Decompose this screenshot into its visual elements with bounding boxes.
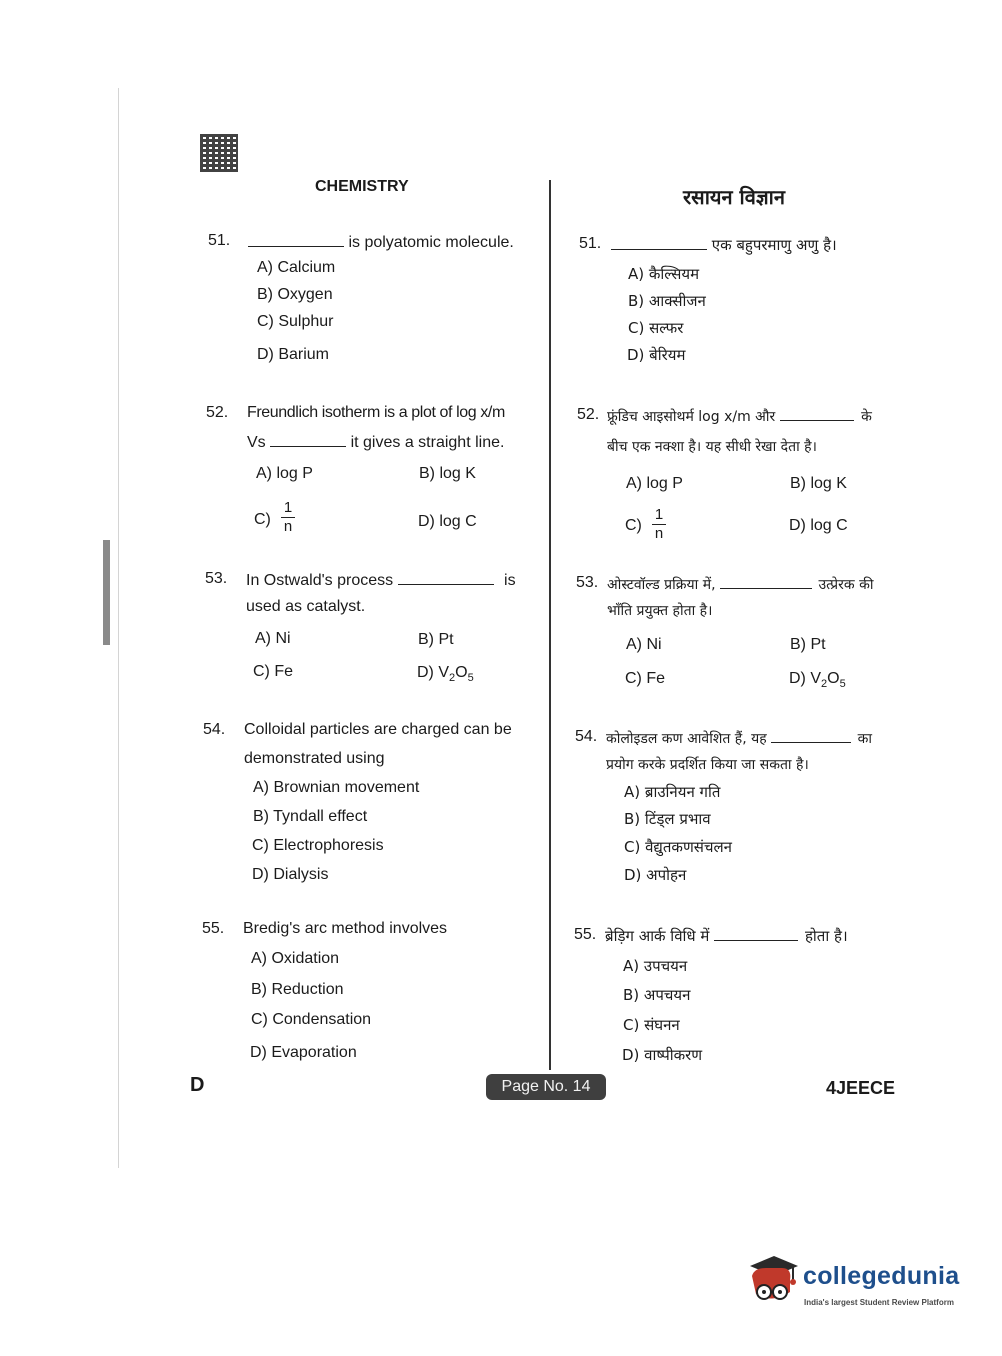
q52-option-d: D) log C xyxy=(418,513,477,530)
hq54-option-a: A) ब्राउनियन गति xyxy=(624,783,721,801)
q53-stem-line1: In Ostwald's process is xyxy=(246,572,516,589)
hq55-option-a: A) उपचयन xyxy=(623,957,688,975)
hq52-option-b: B) log K xyxy=(790,475,847,492)
binding-mark xyxy=(103,540,110,645)
hq52-stem-line1: फ्रूंडिच आइसोथर्म log x/m और के xyxy=(607,406,872,426)
q51-number: 51. xyxy=(208,232,231,249)
hq53-option-d: D) $V_2O_5$ xyxy=(789,670,846,691)
hq55-number: 55. xyxy=(574,926,597,943)
hq53-option-a: A) Ni xyxy=(626,636,662,653)
q52-stem-line2: Vs it gives a straight line. xyxy=(247,434,505,451)
title-english: CHEMISTRY xyxy=(315,178,409,195)
q53-stem-line2: used as catalyst. xyxy=(246,598,366,615)
q51-option-a: A) Calcium xyxy=(257,259,336,276)
logo-wordmark: collegedunia xyxy=(803,1262,960,1290)
q55-option-a: A) Oxidation xyxy=(251,950,340,967)
hq55-stem: ब्रेड़िग आर्क विधि में होता है। xyxy=(605,927,848,945)
hq54-option-b: B) टिंड्ल प्रभाव xyxy=(624,810,711,828)
q52-number: 52. xyxy=(206,404,229,421)
hq53-number: 53. xyxy=(576,574,599,591)
logo-tagline: India's largest Student Review Platform xyxy=(804,1298,954,1307)
hq53-stem-line2: भाँति प्रयुक्त होता है। xyxy=(607,603,713,619)
q53-option-a: A) Ni xyxy=(255,630,291,647)
q54-option-d: D) Dialysis xyxy=(252,866,329,883)
q54-option-c: C) Electrophoresis xyxy=(252,837,384,854)
hq54-stem-line2: प्रयोग करके प्रदर्शित किया जा सकता है। xyxy=(606,757,809,773)
q53-option-c: C) Fe xyxy=(253,663,293,680)
q51-option-d: D) Barium xyxy=(257,346,330,363)
q52-option-a: A) log P xyxy=(256,465,313,482)
q51-stem: is polyatomic molecule. xyxy=(248,232,514,252)
hq54-stem-line1: कोलोइडल कण आवेशित हैं, यह का xyxy=(606,728,872,748)
hq54-option-d: D) अपोहन xyxy=(624,866,687,884)
hq52-number: 52. xyxy=(577,406,600,423)
title-hindi: रसायन विज्ञान xyxy=(683,185,785,209)
hq51-option-a: A) कैल्सियम xyxy=(628,265,700,283)
hq52-stem-line2: बीच एक नक्शा है। यह सीधी रेखा देता है। xyxy=(607,439,817,455)
q55-number: 55. xyxy=(202,920,225,937)
q51-option-b: B) Oxygen xyxy=(257,286,333,303)
q52-stem-line1: Freundlich isotherm is a plot of log x/m xyxy=(247,404,505,421)
hq54-number: 54. xyxy=(575,728,598,745)
q55-option-c: C) Condensation xyxy=(251,1011,372,1028)
q54-stem-line1: Colloidal particles are charged can be xyxy=(244,721,512,738)
q54-option-b: B) Tyndall effect xyxy=(253,808,368,825)
q54-option-a: A) Brownian movement xyxy=(253,779,420,796)
q54-stem-line2: demonstrated using xyxy=(244,750,385,767)
hq51-option-b: B) आक्सीजन xyxy=(628,292,706,310)
mascot-logo-icon xyxy=(744,1254,802,1310)
hq54-option-c: C) वैद्युतकणसंचलन xyxy=(624,838,732,856)
q53-option-b: B) Pt xyxy=(418,631,454,648)
hq52-option-c: C) xyxy=(625,517,642,534)
hq53-stem-line1: ओस्टवॉल्ड प्रक्रिया में, उत्प्रेरक की xyxy=(607,574,873,594)
q52-fraction: 1 n xyxy=(281,500,295,535)
hq51-option-d: D) बेरियम xyxy=(627,346,686,364)
hq52-option-d: D) log C xyxy=(789,517,848,534)
exam-code: 4JEECE xyxy=(826,1078,896,1098)
q53-number: 53. xyxy=(205,570,228,587)
margin-line xyxy=(118,88,119,1168)
column-divider xyxy=(549,180,551,1070)
hq51-stem: एक बहुपरमाणु अणु है। xyxy=(611,235,837,255)
q52-option-c: C) xyxy=(254,511,271,528)
q54-number: 54. xyxy=(203,721,226,738)
q53-option-d: D) $V_2O_5$ xyxy=(417,664,474,685)
hq55-option-c: C) संघनन xyxy=(623,1016,680,1034)
hq53-option-b: B) Pt xyxy=(790,636,826,653)
hq51-option-c: C) सल्फर xyxy=(628,319,684,337)
hq53-option-c: C) Fe xyxy=(625,670,665,687)
q51-option-c: C) Sulphur xyxy=(257,313,334,330)
hq51-number: 51. xyxy=(579,235,602,252)
set-code: D xyxy=(190,1074,205,1096)
q55-option-b: B) Reduction xyxy=(251,981,344,998)
q52-option-b: B) log K xyxy=(419,465,476,482)
q55-option-d: D) Evaporation xyxy=(250,1044,357,1061)
hq55-option-b: B) अपचयन xyxy=(623,986,691,1004)
page-number-badge: Page No. 14 xyxy=(486,1074,606,1100)
hq52-option-a: A) log P xyxy=(626,475,683,492)
qr-code-icon xyxy=(200,134,238,172)
hq52-fraction: 1 n xyxy=(652,507,666,542)
hq55-option-d: D) वाष्पीकरण xyxy=(622,1046,703,1064)
q55-stem: Bredig's arc method involves xyxy=(243,920,448,937)
